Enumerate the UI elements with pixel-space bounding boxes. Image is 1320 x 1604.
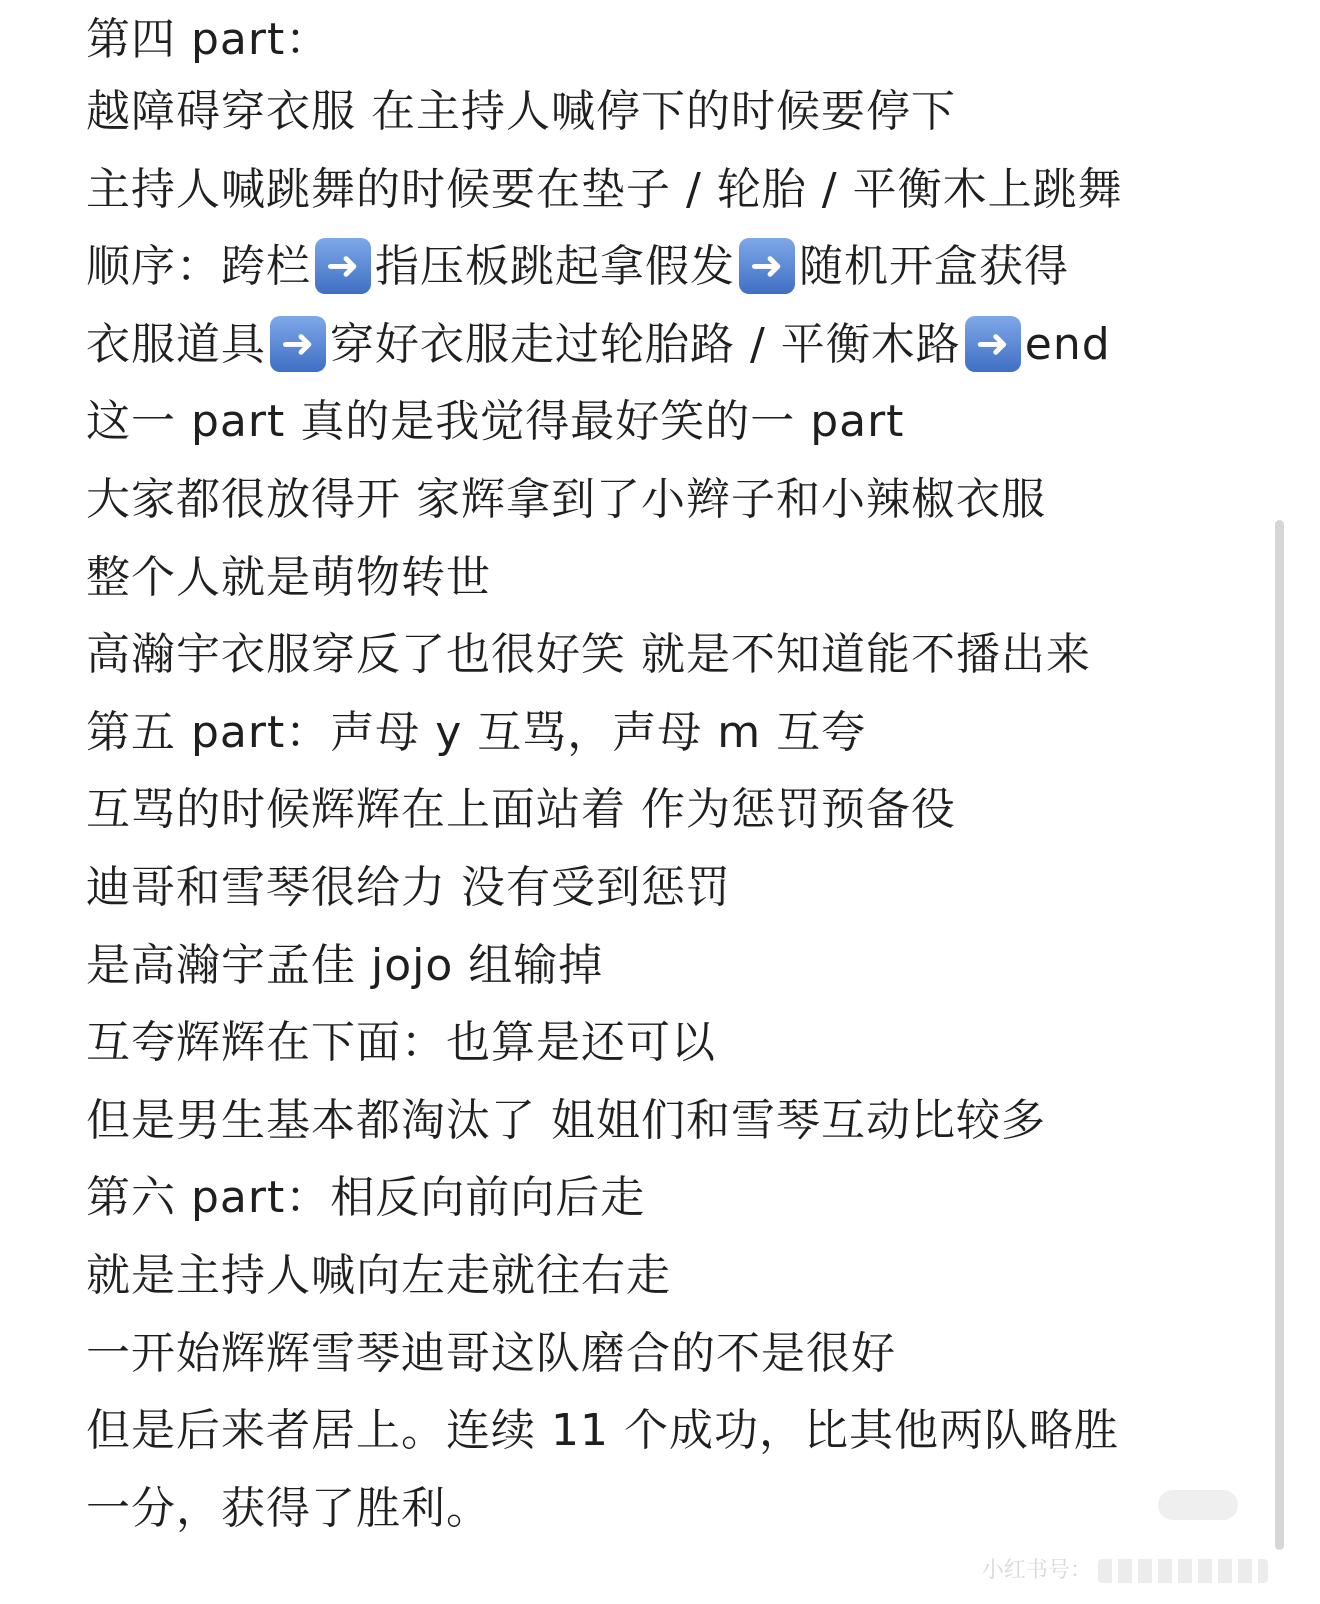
scrollbar[interactable]	[1275, 520, 1284, 1550]
note-text: 衣服道具	[86, 318, 266, 370]
note-line	[86, 539, 1226, 617]
note-text: 整个人就是萌物转世	[86, 551, 491, 603]
note-text: 主持人喊跳舞的时候要在垫子 / 轮胎 / 平衡木上跳舞	[86, 163, 1123, 215]
note-line	[86, 1159, 1226, 1237]
note-line	[86, 1392, 1226, 1470]
note-line	[86, 1082, 1226, 1160]
right-arrow-emoji-icon: ➜	[965, 316, 1021, 372]
note-line	[86, 1470, 1226, 1548]
note-text: 迪哥和雪琴很给力 没有受到惩罚	[86, 861, 731, 913]
xiaohongshu-logo-watermark	[1158, 1490, 1238, 1520]
note-text: 越障碍穿衣服 在主持人喊停下的时候要停下	[86, 86, 956, 137]
note-text: end	[1024, 318, 1111, 370]
watermark	[982, 1553, 1268, 1584]
note-line	[86, 771, 1226, 849]
note-text: 第六 part：相反向前向后走	[86, 1172, 646, 1224]
note-text: 随机开盒获得	[799, 241, 1069, 293]
note-line	[86, 616, 1226, 694]
note-line	[86, 927, 1226, 1005]
note-text: 互夸辉辉在下面：也算是还可以	[86, 1017, 716, 1069]
note-line	[86, 228, 1226, 306]
note-text: 一分，获得了胜利。	[86, 1482, 491, 1534]
note-line	[86, 383, 1226, 461]
watermark-label: 小红书号：	[981, 1557, 1092, 1582]
note-text: 一开始辉辉雪琴迪哥这队磨合的不是很好	[86, 1327, 896, 1379]
note-text: 但是后来者居上。连续 11 个成功，比其他两队略胜	[86, 1405, 1119, 1457]
right-arrow-emoji-icon: ➜	[315, 238, 371, 294]
note-line	[86, 849, 1226, 927]
note-text: 高瀚宇衣服穿反了也很好笑 就是不知道能不播出来	[86, 629, 1091, 681]
note-body	[86, 0, 1226, 1547]
note-text: 但是男生基本都淘汰了 姐姐们和雪琴互动比较多	[86, 1094, 1046, 1146]
note-text: 大家都很放得开 家辉拿到了小辫子和小辣椒衣服	[86, 473, 1046, 525]
note-line	[86, 1315, 1226, 1393]
note-line	[86, 1237, 1226, 1315]
note-line	[86, 461, 1226, 539]
note-text: 顺序：跨栏	[86, 241, 311, 293]
note-text: 互骂的时候辉辉在上面站着 作为惩罚预备役	[86, 784, 956, 836]
note-line	[86, 0, 1226, 73]
note-text: 是高瀚宇孟佳 jojo 组输掉	[86, 939, 604, 991]
note-text: 指压板跳起拿假发	[375, 241, 735, 293]
right-arrow-emoji-icon: ➜	[270, 316, 326, 372]
note-text: 第五 part：声母 y 互骂，声母 m 互夸	[86, 706, 867, 758]
note-text: 穿好衣服走过轮胎路 / 平衡木路	[330, 318, 961, 370]
note-text: 第四 part：	[86, 14, 331, 65]
note-line	[86, 306, 1226, 384]
right-arrow-emoji-icon: ➜	[739, 238, 795, 294]
note-text: 这一 part 真的是我觉得最好笑的一 part	[86, 396, 905, 448]
note-line	[86, 694, 1226, 772]
note-line	[86, 73, 1226, 151]
note-text: 就是主持人喊向左走就往右走	[86, 1249, 671, 1301]
watermark-id-redacted	[1098, 1559, 1268, 1583]
note-line	[86, 151, 1226, 229]
note-line	[86, 1004, 1226, 1082]
